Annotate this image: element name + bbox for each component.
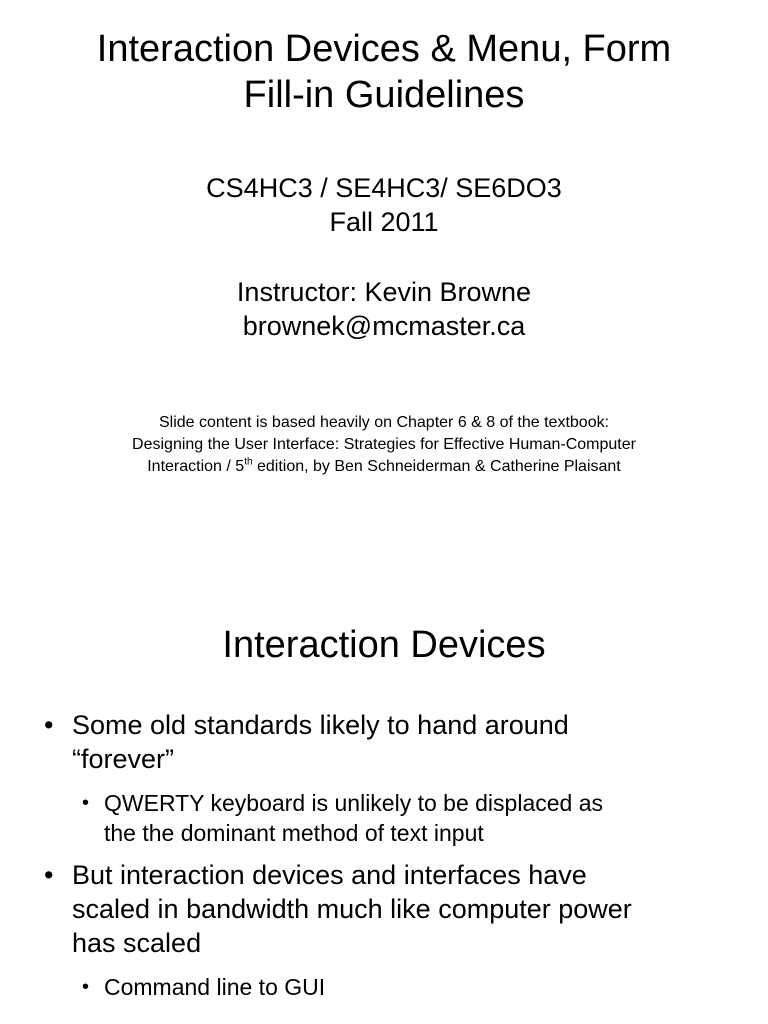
- bullet-text-line: “forever”: [72, 744, 175, 774]
- textbook-note-line-3-start: Interaction / 5: [147, 458, 245, 475]
- slide-heading: Interaction Devices: [222, 624, 546, 666]
- bullet-text-line: Some old standards likely to hand around: [72, 710, 569, 740]
- bullet-item: [0, 708, 768, 776]
- textbook-note-line-3: [0, 456, 768, 478]
- slide-title: [0, 26, 768, 118]
- bullet-list: [0, 708, 768, 1002]
- instructor-email: brownek@mcmaster.ca: [242, 311, 526, 341]
- bullet-text-line: has scaled: [72, 928, 202, 958]
- sub-bullet-text-line: Command line to GUI: [104, 974, 326, 1000]
- sub-bullet-item: [0, 788, 768, 848]
- bullet-dot-icon: •: [44, 710, 54, 740]
- slide-title-line-2: Fill-in Guidelines: [243, 74, 525, 116]
- sub-bullet-text-line: the the dominant method of text input: [104, 820, 484, 846]
- textbook-note-line-2: Designing the User Interface: Strategies for Effective Human-Computer: [132, 436, 636, 453]
- bullet-text-line: But interaction devices and interfaces have: [72, 860, 587, 890]
- instructor-name: Instructor: Kevin Browne: [236, 277, 532, 307]
- course-codes: CS4HC3 / SE4HC3/ SE6DO3: [206, 173, 562, 203]
- textbook-note: [0, 412, 768, 478]
- bullet-dot-icon: •: [44, 860, 54, 890]
- bullet-item: [0, 858, 768, 960]
- textbook-note-line-3-end: edition, by Ben Schneiderman & Catherine Plaisant: [252, 458, 621, 475]
- sub-bullet-dot-icon: •: [82, 976, 90, 998]
- textbook-note-line-1: Slide content is based heavily on Chapter 6 & 8 of the textbook:: [158, 414, 610, 431]
- sub-bullet-dot-icon: •: [82, 792, 90, 814]
- slide-interaction-devices: [0, 560, 768, 1024]
- slide-title-line-1: Interaction Devices & Menu, Form: [96, 28, 672, 70]
- edition-superscript: th: [244, 456, 253, 468]
- bullet-text-line: scaled in bandwidth much like computer power: [72, 894, 632, 924]
- term: Fall 2011: [329, 207, 439, 237]
- sub-bullet-item: [0, 972, 768, 1002]
- sub-bullet-text-line: QWERTY keyboard is unlikely to be displaced as: [104, 790, 604, 816]
